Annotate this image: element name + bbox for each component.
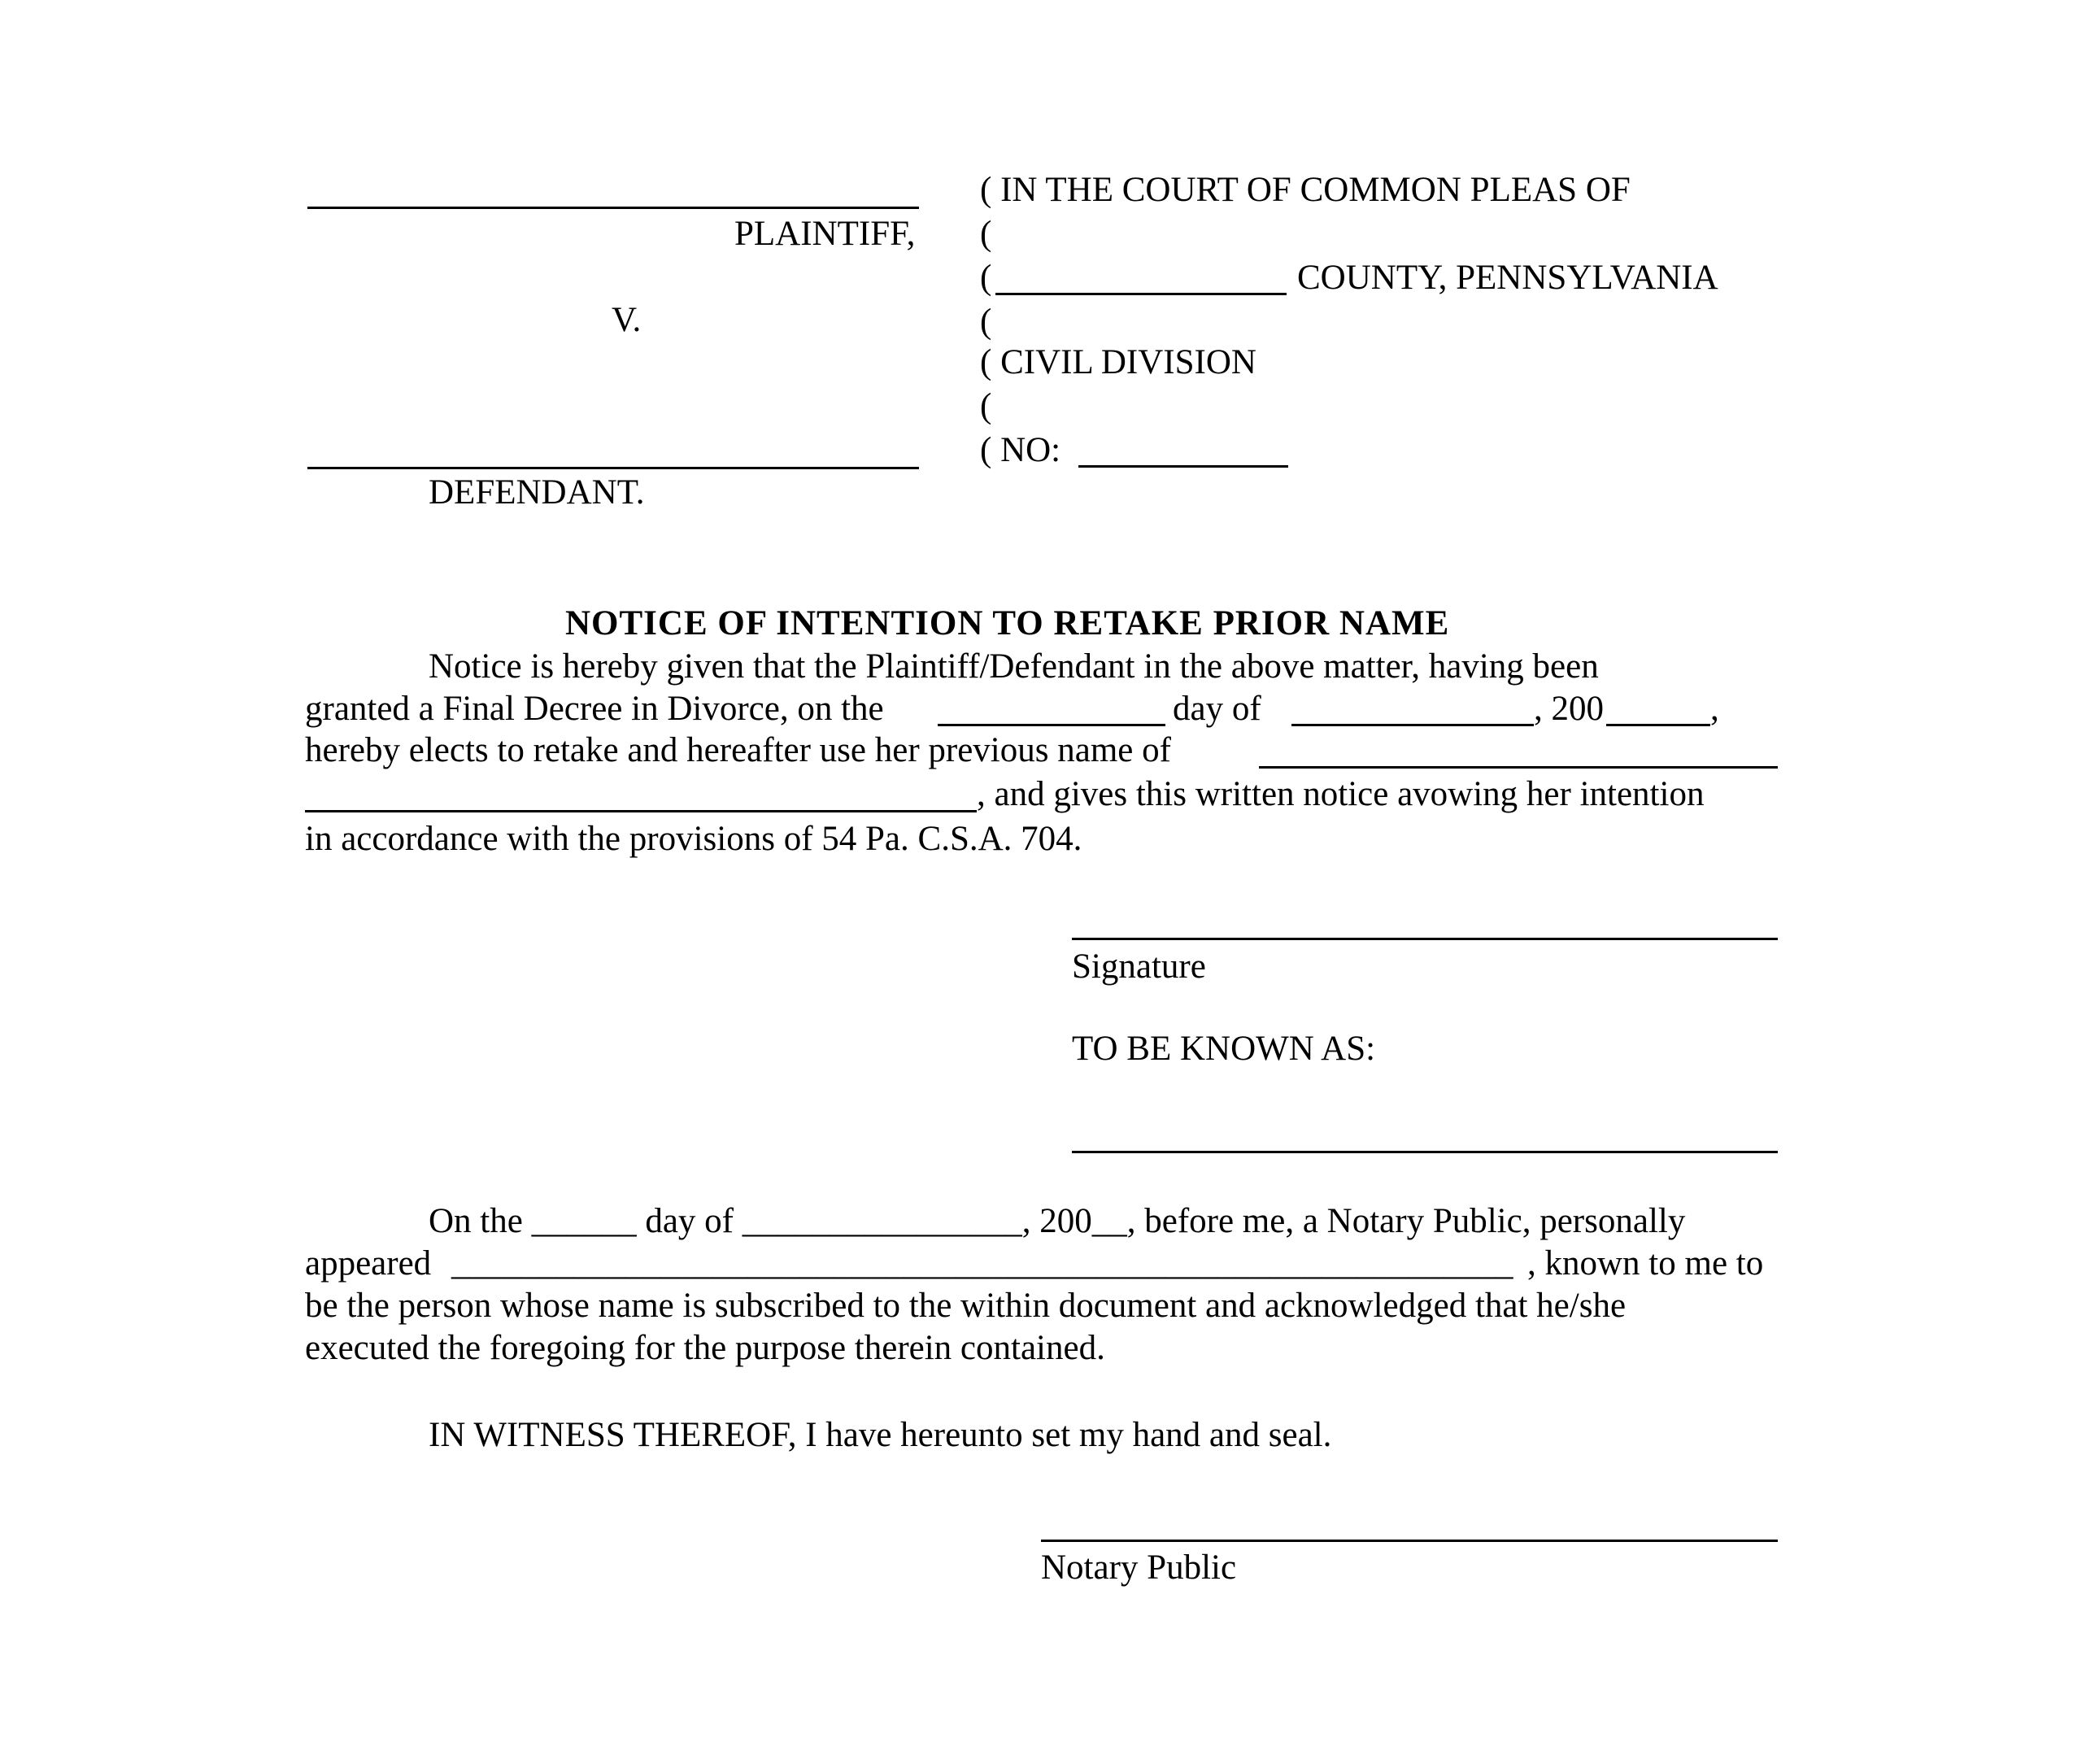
notary-line-3: be the person whose name is subscribed to the within document and acknowledged that he/she xyxy=(305,1287,1627,1325)
case-number-line[interactable] xyxy=(1078,465,1288,468)
notary-public-label: Notary Public xyxy=(1041,1548,1237,1587)
plaintiff-name-line[interactable] xyxy=(307,207,919,209)
to-be-known-as-label: TO BE KNOWN AS: xyxy=(1072,1030,1376,1068)
decree-day-line[interactable] xyxy=(938,724,1165,726)
notice-line-1: Notice is hereby given that the Plaintiff/Defendant in the above matter, having been xyxy=(429,647,1599,686)
court-line-4: ( xyxy=(980,303,992,341)
notary-signature-line[interactable] xyxy=(1041,1540,1778,1542)
notice-title: NOTICE OF INTENTION TO RETAKE PRIOR NAME xyxy=(565,604,1450,642)
defendant-name-line[interactable] xyxy=(307,467,919,469)
notary-line-2-blank[interactable]: _____________________________________________________________ xyxy=(451,1244,1513,1283)
decree-month-line[interactable] xyxy=(1291,724,1534,726)
notice-line-2-start: granted a Final Decree in Divorce, on the xyxy=(305,690,884,728)
versus-label: V. xyxy=(612,301,642,339)
signature-label: Signature xyxy=(1072,947,1206,986)
case-number-label: ( NO: xyxy=(980,431,1061,469)
notice-line-2-year: , 200 xyxy=(1534,690,1604,728)
court-line-6: ( xyxy=(980,387,992,425)
decree-year-line[interactable] xyxy=(1606,724,1710,726)
witness-statement: IN WITNESS THEREOF, I have hereunto set my hand and seal. xyxy=(429,1416,1332,1454)
civil-division-label: ( CIVIL DIVISION xyxy=(980,343,1256,381)
notary-line-2-start: appeared xyxy=(305,1244,432,1283)
notary-line-1: On the ______ day of ________________, 200__, before me, a Notary Public, personally xyxy=(429,1202,1686,1240)
notary-line-2-end: , known to me to xyxy=(1527,1244,1764,1283)
prior-name-line-1[interactable] xyxy=(1259,766,1778,769)
court-line-2: ( xyxy=(980,215,992,253)
notice-line-5: in accordance with the provisions of 54 Pa. C.S.A. 704. xyxy=(305,820,1082,858)
court-line-3: ( xyxy=(980,259,992,297)
notice-line-2-dayof: day of xyxy=(1173,690,1261,728)
notice-line-2-end: , xyxy=(1710,690,1719,728)
county-name-line[interactable] xyxy=(995,293,1287,295)
notice-line-4: , and gives this written notice avowing her intention xyxy=(977,775,1705,813)
defendant-label: DEFENDANT. xyxy=(429,473,645,512)
new-name-line[interactable] xyxy=(1072,1151,1778,1153)
signature-line[interactable] xyxy=(1072,938,1778,940)
prior-name-line-2[interactable] xyxy=(305,810,977,812)
court-line-1: ( IN THE COURT OF COMMON PLEAS OF xyxy=(980,171,1631,209)
plaintiff-label: PLAINTIFF, xyxy=(734,215,916,253)
notice-line-3: hereby elects to retake and hereafter use her previous name of xyxy=(305,731,1171,769)
notary-line-4: executed the foregoing for the purpose therein contained. xyxy=(305,1329,1105,1367)
county-suffix: COUNTY, PENNSYLVANIA xyxy=(1297,259,1718,297)
